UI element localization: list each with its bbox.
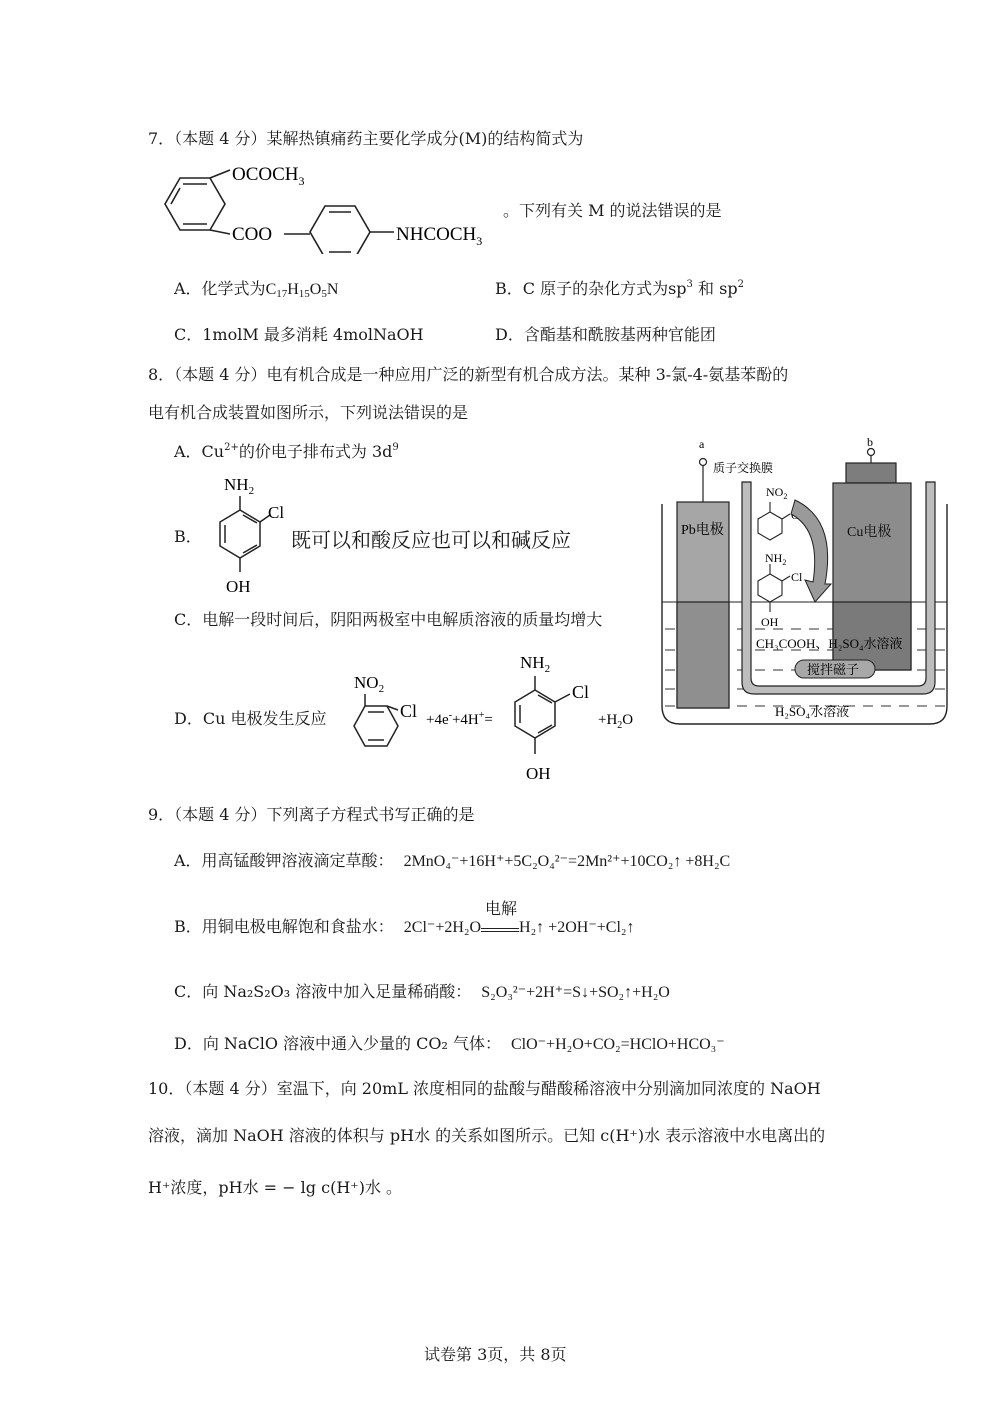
terminal-b-icon — [868, 449, 875, 456]
membrane-label: 质子交换膜 — [713, 461, 774, 475]
anode-solution-label: H₂SO₄水溶液 — [775, 704, 850, 719]
q8-option-d-prefix: D．Cu 电极发生反应 — [174, 709, 327, 728]
q7-nhcoch3-label: $NHCOCH_3$ — [396, 224, 483, 248]
svg-text:Cl: Cl — [791, 570, 803, 584]
q7-option-c: C．1molM 最多消耗 4molNaOH — [174, 325, 424, 344]
electrolysis-apparatus — [655, 434, 955, 734]
reaction-arrow-icon — [791, 500, 831, 602]
pb-electrode-label: Pb电极 — [681, 523, 724, 538]
q9-option-d: D．向 NaClO 溶液中通入少量的 CO₂ 气体： ClO⁻+H₂O+CO₂=HClO+HCO₃⁻ — [174, 1034, 725, 1053]
q8-stem-line1: 8．（本题 4 分）电有机合成是一种应用广泛的新型有机合成方法。某种 3-氯-4-氨基苯酚的 — [148, 365, 789, 384]
q8-stem-line2: 电有机合成装置如图所示，下列说法错误的是 — [148, 403, 469, 422]
svg-text:NH2: $NH_2$ — [224, 475, 255, 497]
q7-structure — [150, 158, 510, 254]
q7-coo-label: COO — [232, 224, 273, 245]
svg-text:OH: OH — [226, 577, 251, 596]
q9-stem: 9．（本题 4 分）下列离子方程式书写正确的是 — [148, 805, 475, 824]
q8-option-d-equation — [330, 648, 650, 788]
q8-option-b-label: B． — [174, 527, 202, 546]
q9-option-c: C．向 Na₂S₂O₃ 溶液中加入足量稀硝酸： S₂O₃²⁻+2H⁺=S↓+SO₂↑+H₂O — [174, 982, 670, 1001]
q10-line3: H⁺浓度，pH水 = − lg c(H⁺)水 。 — [148, 1178, 403, 1197]
svg-text:Cl: Cl — [268, 503, 285, 522]
q8-option-a: A．$Cu^{2+}$的价电子排布式为 $3d^9$ — [174, 442, 399, 461]
terminal-a-icon — [700, 459, 707, 466]
q7-stem-tail: 。下列有关 M 的说法错误的是 — [503, 201, 722, 220]
svg-text:+H2O: $+H_2O$ — [598, 712, 634, 731]
q9-option-a: A．用高锰酸钾溶液滴定草酸： 2MnO₄⁻+16H⁺+5C₂O₄²⁻=2Mn²⁺+10CO₂↑ +8H₂C — [174, 851, 731, 870]
q8-option-b-structure — [198, 470, 298, 600]
page-footer: 试卷第 3页，共 8页 — [424, 1345, 567, 1364]
cathode-solution-label: CH₃COOH、H₂SO₄水溶液 — [756, 636, 903, 651]
q8-option-c: C．电解一段时间后，阴阳两极室中电解质溶液的质量均增大 — [174, 610, 603, 629]
svg-text:OH: OH — [761, 615, 779, 629]
svg-text:NO2: $NO_2$ — [766, 485, 788, 501]
q9-option-b: B．用铜电极电解饱和食盐水： 2Cl⁻+2H₂O 电解 H₂↑ +2OH⁻+Cl₂↑ — [174, 901, 635, 936]
q7-option-d: D．含酯基和酰胺基两种官能团 — [495, 325, 716, 344]
svg-text:Cl: Cl — [400, 701, 418, 721]
q7-ococh3-label: $OCOCH_3$ — [232, 164, 305, 188]
terminal-a-label: a — [699, 437, 705, 451]
svg-text:NO2: $NO_2$ — [354, 673, 385, 695]
svg-text:Cl: Cl — [572, 682, 590, 702]
terminal-b-label: b — [867, 435, 873, 449]
q10-line2: 溶液，滴加 NaOH 溶液的体积与 pH水 的关系如图所示。已知 c(H⁺)水 表示溶液中水电离出的 — [148, 1126, 826, 1145]
stirrer-label: 搅拌磁子 — [807, 662, 860, 677]
q7-option-a: A．化学式为$C_{17}H_{15}O_5N$ — [174, 279, 339, 300]
svg-text:+4e-+4H+=: +4e-+4H+= — [426, 710, 493, 728]
svg-text:OH: OH — [526, 764, 551, 783]
q10-line1: 10．（本题 4 分）室温下，向 20mL 浓度相同的盐酸与醋酸稀溶液中分别滴加同浓度的 NaOH — [148, 1079, 821, 1098]
q7-option-b: B．C 原子的杂化方式为$sp^3$ 和 $sp^2$ — [495, 279, 744, 298]
svg-text:NH2: $NH_2$ — [765, 551, 787, 567]
cu-electrode-label: Cu电极 — [847, 525, 892, 540]
q7-stem: 7．（本题 4 分）某解热镇痛药主要化学成分(M)的结构简式为 — [148, 129, 584, 148]
svg-text:NH2: $NH_2$ — [520, 653, 551, 675]
q8-option-b-text: 既可以和酸反应也可以和碱反应 — [291, 528, 571, 552]
